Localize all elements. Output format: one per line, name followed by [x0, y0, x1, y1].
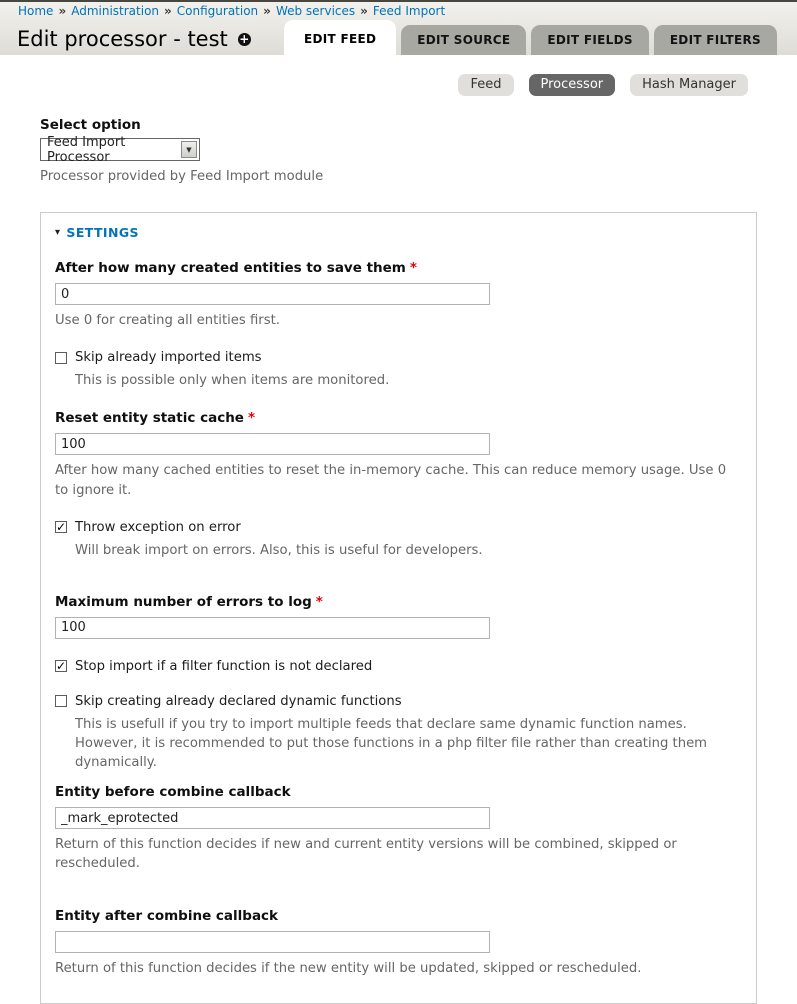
main-content [0, 117, 797, 1004]
breadcrumb [18, 4, 445, 18]
static-cache-input[interactable] [55, 433, 490, 455]
checkbox-row [55, 694, 742, 709]
subtab-processor[interactable]: Processor [529, 74, 616, 96]
required-marker: * [409, 260, 417, 277]
settings-fieldset [40, 212, 757, 1004]
field-description: Use 0 for creating all entities first. [55, 313, 280, 329]
breadcrumb-separator: » [360, 4, 368, 18]
tab-edit-filters[interactable]: EDIT FILTERS [654, 25, 777, 55]
secondary-tabs [0, 55, 797, 96]
page-header [0, 2, 797, 55]
required-marker: * [315, 593, 323, 610]
checkbox-row [55, 350, 742, 365]
entities-save-input[interactable] [55, 283, 490, 305]
field-description: This is possible only when items are monitored. [75, 373, 390, 389]
settings-legend-text: SETTINGS [66, 225, 139, 241]
breadcrumb-separator: » [164, 4, 172, 18]
breadcrumb-link-configuration[interactable]: Configuration [176, 4, 259, 18]
page-title [17, 27, 251, 51]
select-option-description: Processor provided by Feed Import module [40, 169, 324, 184]
checkbox-label[interactable]: Stop import if a filter function is not declared [75, 658, 373, 674]
breadcrumb-separator: » [263, 4, 271, 18]
field-label-text: After how many created entities to save them [55, 260, 406, 277]
select-value: Feed Import Processor [47, 134, 126, 165]
field-label [55, 784, 742, 800]
field-label [55, 260, 742, 276]
tab-edit-fields[interactable]: EDIT FIELDS [531, 25, 648, 55]
breadcrumb-link-feed-import[interactable]: Feed Import [372, 4, 446, 18]
max-errors-input[interactable] [55, 617, 490, 639]
form-item-max-errors [55, 594, 742, 639]
field-label-text: Entity before combine callback [55, 784, 291, 801]
form-item-entities-save [55, 260, 742, 330]
field-description: Return of this function decides if the new entity will be updated, skipped or rescheduled. [55, 960, 642, 976]
field-description: This is usefull if you try to import multiple feeds that declare same dynamic function names. However, it is recommended to put those functions in a php filter file rather than creating them dynamically. [75, 716, 708, 771]
form-item-skip-imported [55, 350, 742, 390]
checkbox-row [55, 659, 742, 674]
subtab-feed[interactable]: Feed [458, 74, 513, 96]
field-label [55, 594, 742, 610]
after-combine-input[interactable] [55, 931, 490, 953]
select-option-section [40, 117, 757, 186]
processor-select[interactable] [40, 134, 200, 165]
field-label-text: Maximum number of errors to log [55, 593, 312, 610]
select-option-label: Select option [40, 117, 141, 133]
field-label [55, 908, 742, 924]
page-title-text: Edit processor - test [17, 27, 228, 51]
breadcrumb-separator: » [58, 4, 67, 18]
required-marker: * [247, 410, 256, 427]
breadcrumb-link-web-services[interactable]: Web services [275, 4, 356, 18]
field-description: Return of this function decides if new and current entity versions will be combined, skipped or rescheduled. [55, 837, 677, 872]
checkbox-label[interactable]: Skip already imported items [75, 350, 262, 366]
field-label [55, 410, 742, 426]
tab-edit-source[interactable]: EDIT SOURCE [401, 25, 526, 55]
field-description: Will break import on errors. Also, this is useful for developers. [75, 542, 483, 558]
form-item-before-combine [55, 784, 742, 873]
form-item-after-combine [55, 908, 742, 978]
skip-dynamic-functions-checkbox[interactable] [55, 695, 67, 707]
add-shortcut-icon[interactable]: + [239, 32, 250, 46]
field-description: After how many cached entities to reset the in-memory cache. This can reduce memory usage. Use 0 to ignore it. [55, 463, 727, 498]
form-item-throw-exception [55, 520, 742, 560]
checkbox-label[interactable]: Throw exception on error [75, 519, 241, 535]
subtab-hash-manager[interactable]: Hash Manager [630, 74, 748, 96]
chevron-down-icon[interactable]: ▼ [181, 141, 197, 158]
form-item-stop-import [55, 659, 742, 674]
checkbox-row [55, 520, 742, 535]
stop-import-checkbox[interactable]: ✓ [56, 659, 67, 674]
tab-edit-feed[interactable]: EDIT FEED [284, 20, 396, 55]
form-item-static-cache [55, 410, 742, 499]
collapse-arrow-icon: ▾ [55, 227, 61, 239]
settings-fieldset-toggle[interactable] [55, 225, 742, 240]
form-item-skip-dynamic [55, 694, 742, 772]
field-label-text: Reset entity static cache [55, 410, 244, 427]
breadcrumb-link-home[interactable]: Home [18, 4, 54, 18]
throw-exception-checkbox[interactable]: ✓ [56, 520, 67, 535]
field-label-text: Entity after combine callback [55, 907, 279, 924]
skip-imported-checkbox[interactable] [55, 352, 67, 364]
breadcrumb-link-administration[interactable]: Administration [71, 4, 160, 18]
checkbox-label[interactable]: Skip creating already declared dynamic functions [75, 693, 402, 709]
primary-tabs [279, 20, 777, 55]
before-combine-input[interactable] [55, 807, 490, 829]
